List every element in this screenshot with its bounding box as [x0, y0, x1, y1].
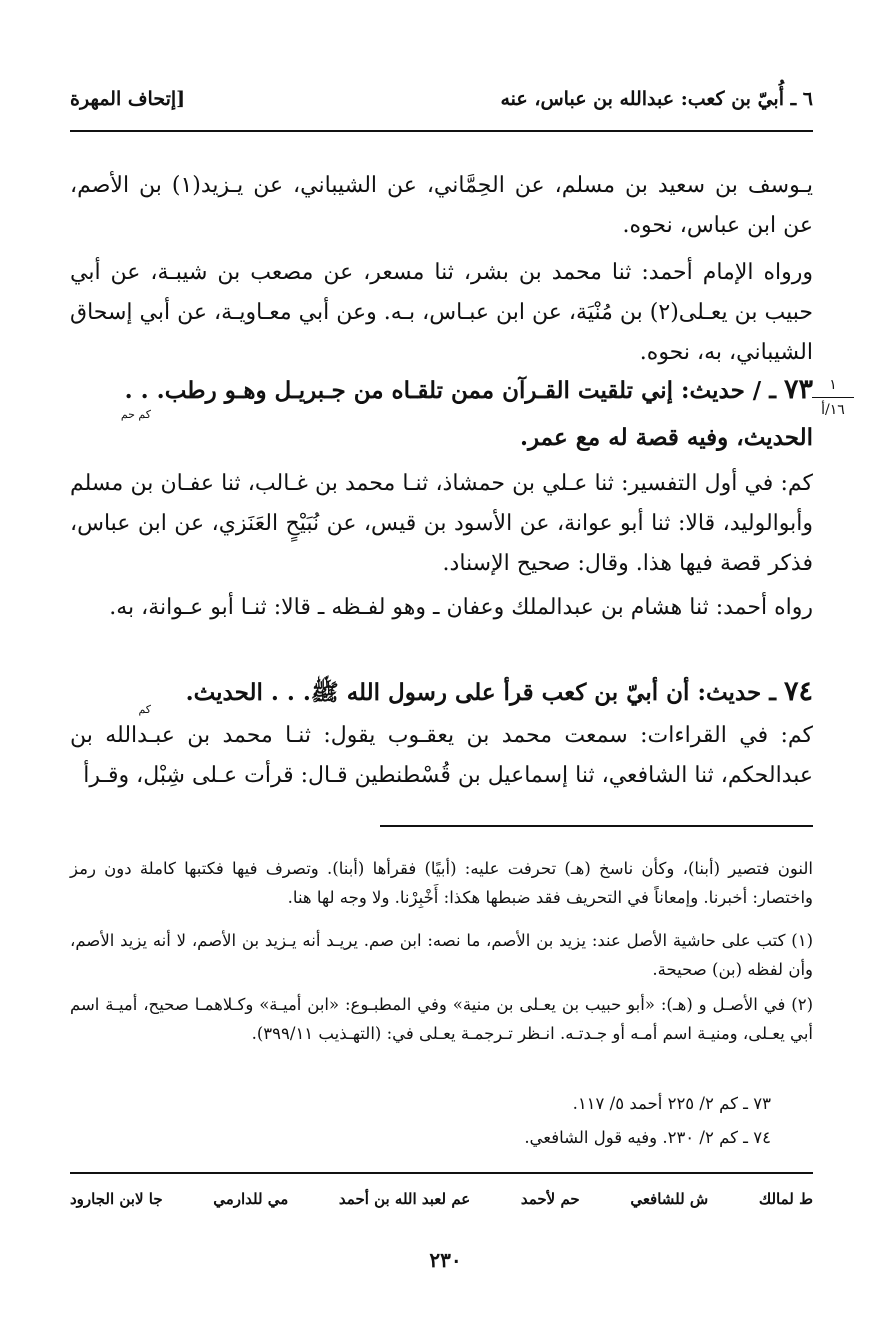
margin-note-bottom: ١٦/أ — [821, 402, 845, 418]
footnote-2: (٢) في الأصـل و (هـ): «أبو حبيب بن يعـلى بن منية» وفي المطبـوع: «ابن أميـة» وكـلاهمـا صحيح، أميـة اسم أبي يعـلى، ومنيـة اسم أمـه أو جـدتـه. انـظر تـرجمـة يعـلى في: (التهـذيب ٣٩٩/١١). — [70, 995, 813, 1043]
paragraph-qiraat-chain: كم: في القراءات: سمعت محمد بن يعقـوب يقول: ثنـا محمد بن عبـدالله بن عبدالحكم، ثنا الشافعي، ثنا إسماعيل بن قُسْطنطين قـال: قرأت عـلى شِبْل، وقـرأ — [70, 723, 813, 788]
running-header-title: ٦ ـ أُبيّ بن كعب: عبدالله بن عباس، عنه — [500, 88, 813, 110]
key-darimi: مي للدارمي — [213, 1190, 289, 1208]
header-rule — [70, 130, 813, 132]
keys-rule — [70, 1172, 813, 1174]
key-ibn-jarud: جا لابن الجارود — [70, 1190, 163, 1208]
hadith-73-number: ٧٣ — [783, 374, 813, 405]
key-shafii: ش للشافعي — [630, 1190, 709, 1208]
hadith-73-heading — [70, 370, 813, 411]
hadith-74-text: ـ حديث: أن أبيّ بن كعب قرأ على رسول الله ﷺ. . . الحديث. — [185, 679, 776, 706]
hadith-73-source-mark: كم حم — [120, 408, 151, 421]
key-ahmad: حم لأحمد — [520, 1190, 580, 1208]
key-abdullah-ibn-ahmad: عم لعبد الله بن أحمد — [338, 1190, 471, 1208]
paragraph-ahmad-narration: ورواه الإمام أحمد: ثنا محمد بن بشر، ثنا مسعر، عن مصعب بن شيبـة، عن أبي حبيب بن يعـلى(٢) بن مُنْيَة، عن ابن عبـاس، بـه. وعن أبي معـاويـة، عن أبي إسحاق الشيباني، به، نحوه. — [70, 260, 813, 365]
reference-74: ٧٤ ـ كم ٢/ ٢٣٠. وفيه قول الشافعي. — [524, 1128, 771, 1147]
margin-note-divider — [812, 397, 854, 398]
hadith-74-number: ٧٤ — [783, 676, 813, 707]
hadith-74-source-mark: كم — [138, 703, 151, 716]
paragraph-ahmad-hisham: رواه أحمد: ثنا هشام بن عبدالملك وعفان ـ وهو لفـظه ـ قالا: ثنـا أبو عـوانة، به. — [109, 595, 813, 620]
paragraph-continuation: يـوسف بن سعيد بن مسلم، عن الحِمَّاني، عن الشيباني، عن يـزيد(١) بن الأصم، عن ابن عباس، نحوه. — [70, 173, 814, 238]
hadith-73-continuation: الحديث، وفيه قصة له مع عمر. — [519, 424, 813, 451]
key-malik: ط لمالك — [758, 1190, 813, 1208]
margin-folio-note — [808, 375, 858, 420]
hadith-74-heading — [70, 672, 813, 713]
abbreviation-keys — [70, 1190, 813, 1208]
running-header-book: [إتحاف المهرة — [70, 88, 186, 110]
footnote-continuation: النون فتصير (أبنا)، وكأن ناسخ (هـ) تحرفت عليه: (أبيًا) فقرأها (أبنا). وتصرف فيها فكتبها كاملة دون رمز واختصار: أخبرنا. وإمعاناً في التحريف فقد ضبطها هكذا: أَخْبِرْنا. ولا وجه لها هنا. — [70, 859, 813, 907]
footnote-rule — [380, 825, 813, 827]
page-number: ٢٣٠ — [429, 1248, 462, 1272]
margin-note-top: ١ — [829, 377, 837, 393]
hadith-73-text: ـ / حديث: إني تلقيت القـرآن ممن تلقـاه من جـبريـل وهـو رطب. . . — [124, 377, 776, 404]
reference-73: ٧٣ ـ كم ٢/ ٢٢٥ أحمد ٥/ ١١٧. — [572, 1094, 771, 1113]
paragraph-tafsir-chain: كم: في أول التفسير: ثنا عـلي بن حمشاذ، ثنـا محمد بن غـالب، ثنا عفـان بن مسلم وأبوالوليد، قالا: ثنا أبو عوانة، عن الأسود بن قيس، عن نُبَيْحٍ العَنَزي، عن ابن عباس، فذكر قصة فيها هذا. وقال: صحيح الإسناد. — [70, 471, 813, 576]
footnote-1: (١) كتب على حاشية الأصل عند: يزيد بن الأصم، ما نصه: ابن صم. يريـد أنه يـزيد بن الأصم، لا أنه يزيد الأصم، وأن لفظه (بن) صحيحة. — [70, 931, 813, 979]
